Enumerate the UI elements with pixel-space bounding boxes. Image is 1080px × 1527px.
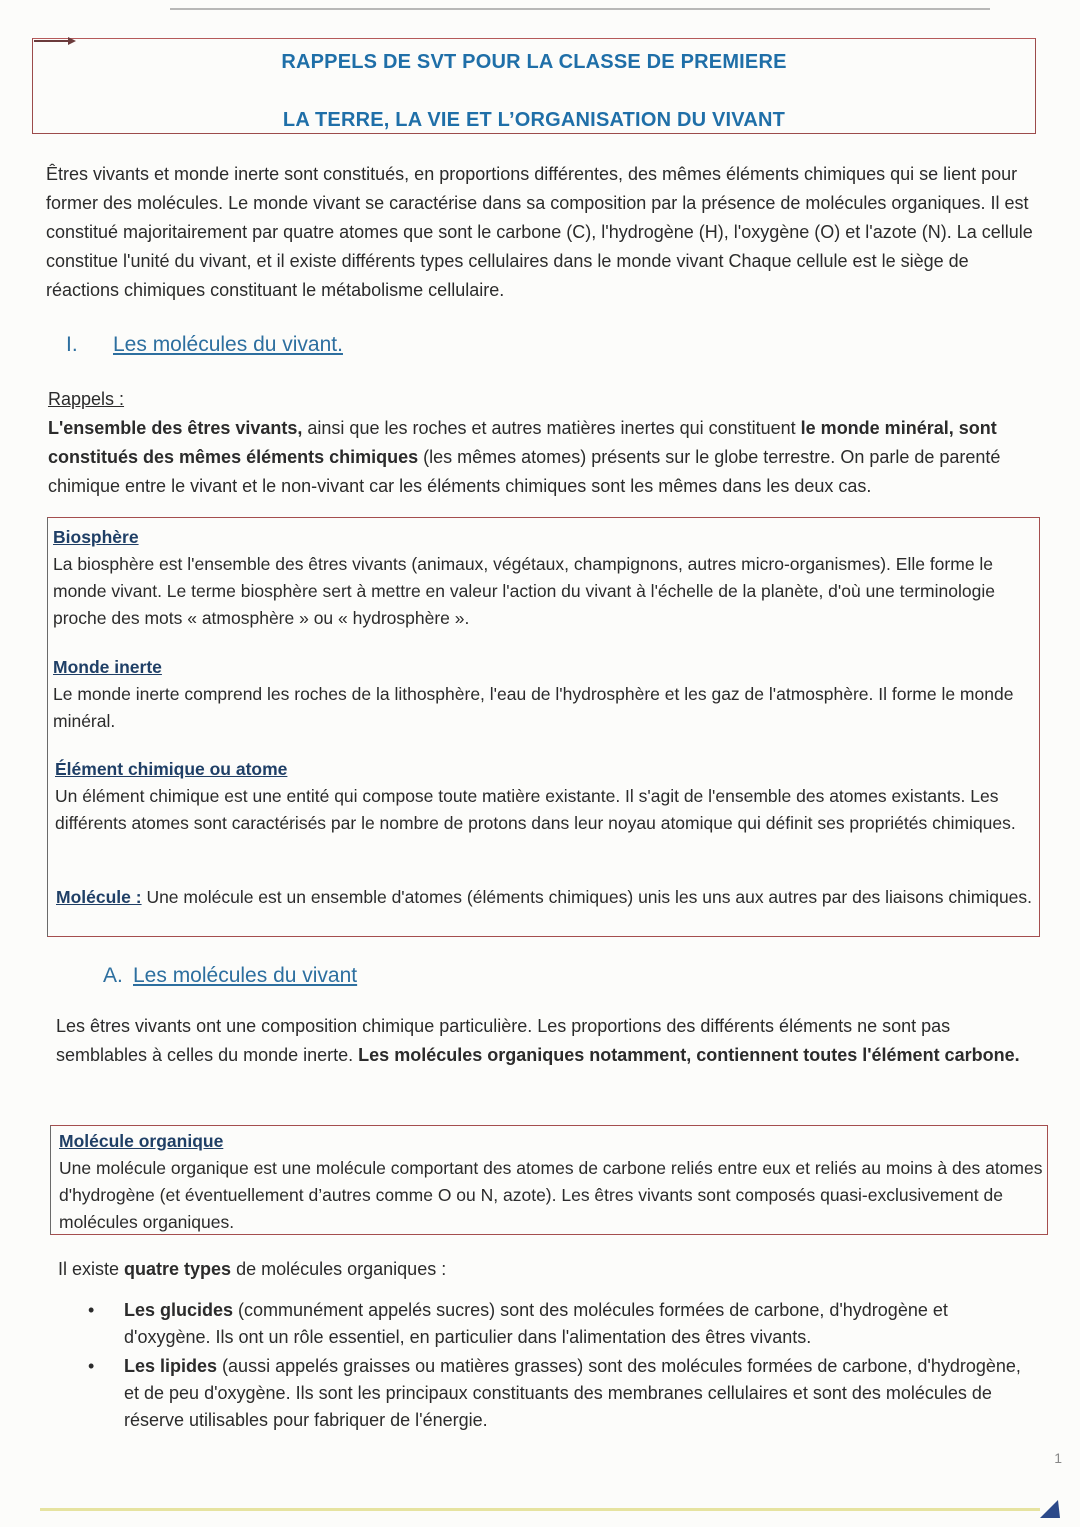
types-intro — [58, 1255, 1038, 1284]
list-item — [88, 1297, 1038, 1351]
definition-biosphere — [53, 524, 1033, 632]
rappels-paragraph — [48, 385, 1038, 501]
definition-text: Le monde inerte comprend les roches de la lithosphère, l'eau de l'hydrosphère et les gaz de l'atmosphère. Il forme le monde minéral. — [53, 684, 1014, 731]
definition-molecule — [56, 884, 1036, 911]
types-intro-text: de molécules organiques : — [231, 1259, 447, 1279]
page-corner-icon — [1036, 1496, 1062, 1520]
page-subtitle: LA TERRE, LA VIE ET L’ORGANISATION DU VIVANT — [282, 109, 786, 131]
definition-term: Élément chimique ou atome — [55, 759, 288, 779]
title-box — [32, 38, 1036, 134]
section-number: I. — [66, 333, 78, 356]
rappels-label: Rappels : — [48, 389, 125, 409]
rappels-bold-1: L'ensemble des êtres vivants, — [48, 418, 303, 438]
section-title: Les molécules du vivant. — [113, 333, 343, 356]
subsection-text: Les êtres vivants ont une composition chimique particulière. Les proportions des différents éléments ne sont pas semblables à celles du monde inerte. — [56, 1016, 951, 1065]
top-rule — [170, 8, 990, 10]
subsection-letter: A. — [103, 964, 123, 987]
definition-monde-inerte — [53, 654, 1033, 735]
definition-term: Monde inerte — [53, 657, 162, 677]
rappels-bold-2: le monde minéral, sont constitués des mêmes éléments chimiques — [48, 418, 997, 467]
definition-text: Un élément chimique est une entité qui compose toute matière existante. Il s'agit de l'ensemble des atomes existants. Les différents atomes sont caractérisés par le nombre de protons dans leur noyau atomique qui définit ses propriétés chimiques. — [55, 786, 1016, 833]
definition-text: Une molécule est un ensemble d'atomes (éléments chimiques) unis les uns aux autres par des liaisons chimiques. — [141, 887, 1033, 907]
bottom-rule — [40, 1508, 1040, 1511]
list-item-text: (aussi appelés graisses ou matières grasses) sont des molécules formées de carbone, d'hydrogène, et de peu d'oxygène. Ils sont les principaux constituants des membranes cellulaires et sont des molécules de réserve utilisables pour fabriquer de l'énergie. — [124, 1356, 1021, 1430]
types-intro-bold: quatre types — [124, 1259, 232, 1279]
types-intro-text: Il existe — [58, 1259, 125, 1279]
arrow-icon — [34, 36, 76, 46]
definition-molecule-organique — [59, 1128, 1044, 1236]
subsection-paragraph — [56, 1012, 1036, 1070]
definition-text: La biosphère est l'ensemble des êtres vivants (animaux, végétaux, champignons, autres micro-organismes). Elle forme le monde vivant. Le terme biosphère sert à mettre en valeur l'action du vivant à l'échelle de la planète, d'où une terminologie proche des mots « atmosphère » ou « hydrosphère ». — [53, 554, 995, 628]
definition-text: Une molécule organique est une molécule comportant des atomes de carbone reliés entre eux et reliés au moins à des atomes d'hydrogène (et éventuellement d’autres comme O ou N, azote). Les êtres vivants sont composés quasi-exclusivement de molécules organiques. — [59, 1158, 1043, 1232]
list-item-bold: Les glucides — [124, 1300, 234, 1320]
list-item-text: (communément appelés sucres) sont des molécules formées de carbone, d'hydrogène et d'oxygène. Ils ont un rôle essentiel, en particulier dans l'alimentation des êtres vivants. — [124, 1300, 948, 1347]
rappels-text-1: ainsi que les roches et autres matières inertes qui constituent — [302, 418, 801, 438]
organic-definition-box — [50, 1125, 1048, 1235]
list-item — [88, 1353, 1038, 1434]
rappels-text-2: (les mêmes atomes) présents sur le globe terrestre. On parle de parenté chimique entre le vivant et le non-vivant car les éléments chimiques sont les mêmes dans les deux cas. — [48, 447, 1001, 496]
definitions-box — [47, 517, 1040, 937]
definition-term: Biosphère — [53, 527, 139, 547]
definition-term: Molécule organique — [59, 1131, 224, 1151]
definition-element-chimique — [55, 756, 1035, 837]
subsection-bold: Les molécules organiques notamment, contiennent toutes l'élément carbone. — [358, 1045, 1020, 1065]
molecule-types-list — [88, 1297, 1038, 1436]
intro-paragraph: Êtres vivants et monde inerte sont constitués, en proportions différentes, des mêmes éléments chimiques qui se lient pour former des molécules. Le monde vivant se caractérise dans sa composition par la présence de molécules organiques. Il est constitué majoritairement par quatre atomes que sont le carbone (C), l'hydrogène (H), l'oxygène (O) et l'azote (N). La cellule constitue l'unité du vivant, et il existe différents types cellulaires dans le monde vivant Chaque cellule est le siège de réactions chimiques constituant le métabolisme cellulaire. — [46, 164, 1033, 300]
definition-term: Molécule : — [56, 887, 142, 907]
subsection-title: Les molécules du vivant — [133, 964, 358, 987]
list-item-bold: Les lipides — [124, 1356, 218, 1376]
page-title: RAPPELS DE SVT POUR LA CLASSE DE PREMIERE — [281, 51, 787, 73]
page-number: 1 — [1054, 1450, 1062, 1466]
